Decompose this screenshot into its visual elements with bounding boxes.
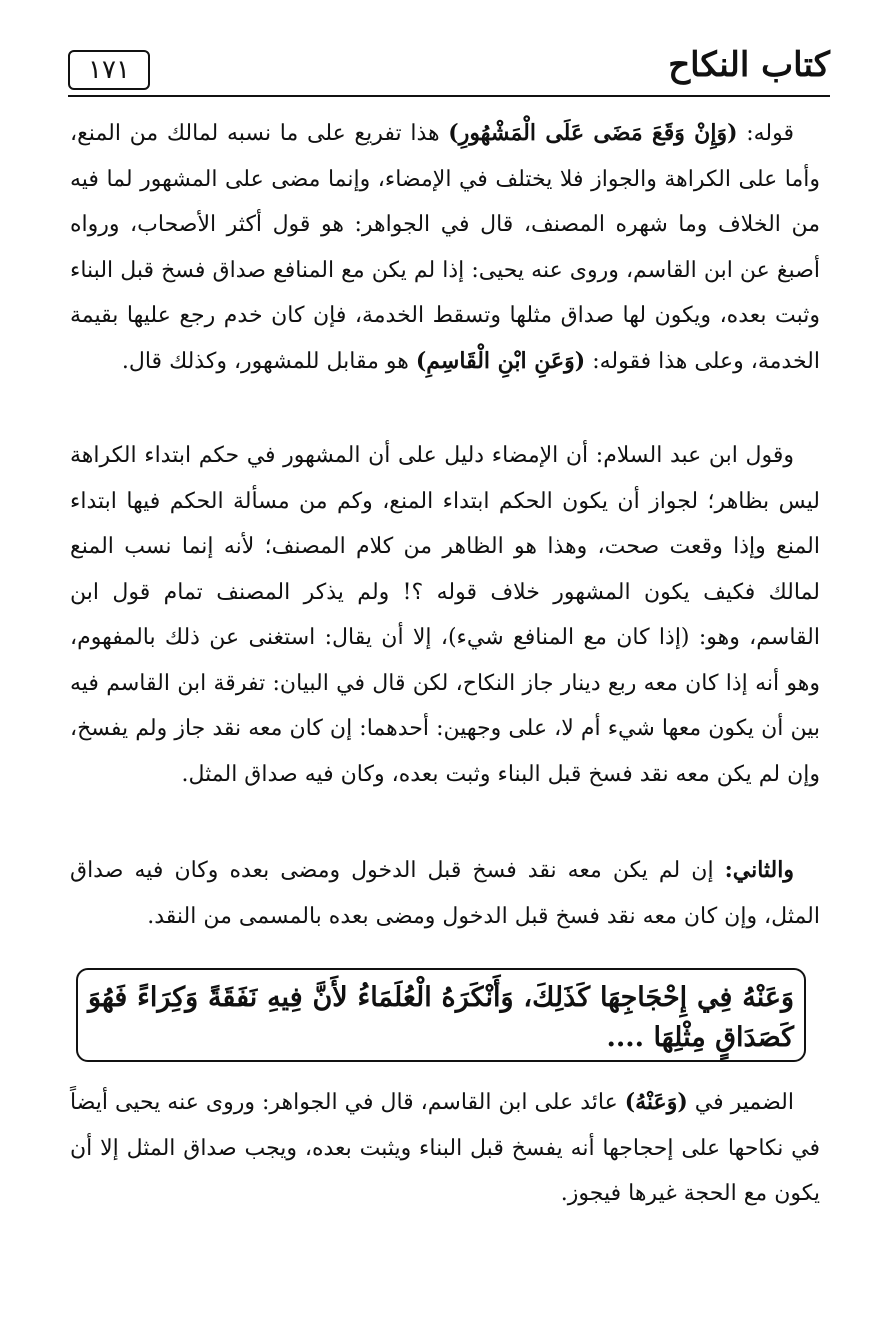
paragraph-3-lead: والثاني:: [724, 857, 794, 883]
matn-quote-3: (وَعَنْهُ): [624, 1089, 688, 1115]
paragraph-1-lead: قوله:: [746, 121, 794, 146]
page-number: ١٧١: [68, 50, 150, 90]
matn-quote-1: (وَإِنْ وَقَعَ مَضَى عَلَى الْمَشْهُورِ): [448, 120, 738, 146]
paragraph-3: [70, 848, 820, 939]
page-header: [68, 40, 830, 102]
paragraph-1: [70, 111, 820, 384]
matn-quote-2: (وَعَنِ ابْنِ الْقَاسِمِ): [415, 347, 586, 374]
matn-box: [76, 968, 806, 1062]
paragraph-2: [70, 433, 820, 797]
paragraph-3-text: إن لم يكن معه نقد فسخ قبل الدخول ومضى بعده وكان فيه صداق المثل، وإن كان معه نقد فسخ قبل الدخول ومضى بعده بالمسمى من النقد.: [70, 858, 820, 929]
paragraph-1-text-2: هو مقابل للمشهور، وكذلك قال.: [121, 348, 409, 374]
paragraph-4-text: عائد على ابن القاسم، قال في الجواهر: وروى عنه يحيى أيضاً في نكاحها على إحجاجها أنه يفسخ قبل البناء ويثبت بعده، ويجب صداق المثل إلا أن يكون مع الحجة غيرها فيجوز.: [70, 1090, 820, 1206]
paragraph-1-text-1: هذا تفريع على ما نسبه لمالك من المنع، وأما على الكراهة والجواز فلا يختلف في الإمضاء، وإنما مضى على المشهور لما فيه من الخلاف وما شهره المصنف، قال في الجواهر: هو قول أكثر الأصحاب، ورواه أصبغ عن ابن القاسم، وروى عنه يحيى: إذا لم يكن مع المنافع صداق فسخ قبل البناء وثبت بعده، ويكون لها صداق مثلها وتسقط الخدمة، فإن كان خدم رجع عليها بقيمة الخدمة، وعلى هذا فقوله:: [70, 121, 820, 374]
paragraph-2-text: وقول ابن عبد السلام: أن الإمضاء دليل على أن المشهور في حكم ابتداء الكراهة ليس بظاهر؛ لجواز أن يكون الحكم ابتداء المنع، وكم من مسألة الحكم فيها ابتداء المنع وإذا وقعت صحت، وهذا هو الظاهر من كلام المصنف؛ لأنه إنما نسب المنع لمالك فكيف يكون المشهور خلاف قوله ؟! ولم يذكر المصنف تمام قول ابن القاسم، وهو: (إذا كان مع المنافع شيء)، إلا أن يقال: استغنى عن ذلك بالمفهوم، وهو أنه إذا كان معه ربع دينار جاز النكاح، لكن قال في البيان: تفرقة ابن القاسم فيه بين أن يكون معها شيء أم لا، على وجهين: أحدهما: إن كان معه نقد جاز ولم يفسخ، وإن لم يكن معه نقد فسخ قبل البناء وثبت بعده، وكان فيه صداق المثل.: [70, 443, 820, 787]
paragraph-4: [70, 1080, 820, 1217]
paragraph-4-lead: الضمير في: [694, 1090, 794, 1115]
book-title: كتاب النكاح: [668, 45, 830, 85]
matn-text: وَعَنْهُ فِي إِحْجَاجِهَا كَذَلِكَ، وَأَنْكَرَهُ الْعُلَمَاءُ لأَنَّ فِيهِ نَفَقَةً وَكِرَاءً فَهُوَ كَصَدَاقٍ مِثْلِهَا ....: [88, 982, 794, 1053]
header-rule: [68, 95, 830, 97]
